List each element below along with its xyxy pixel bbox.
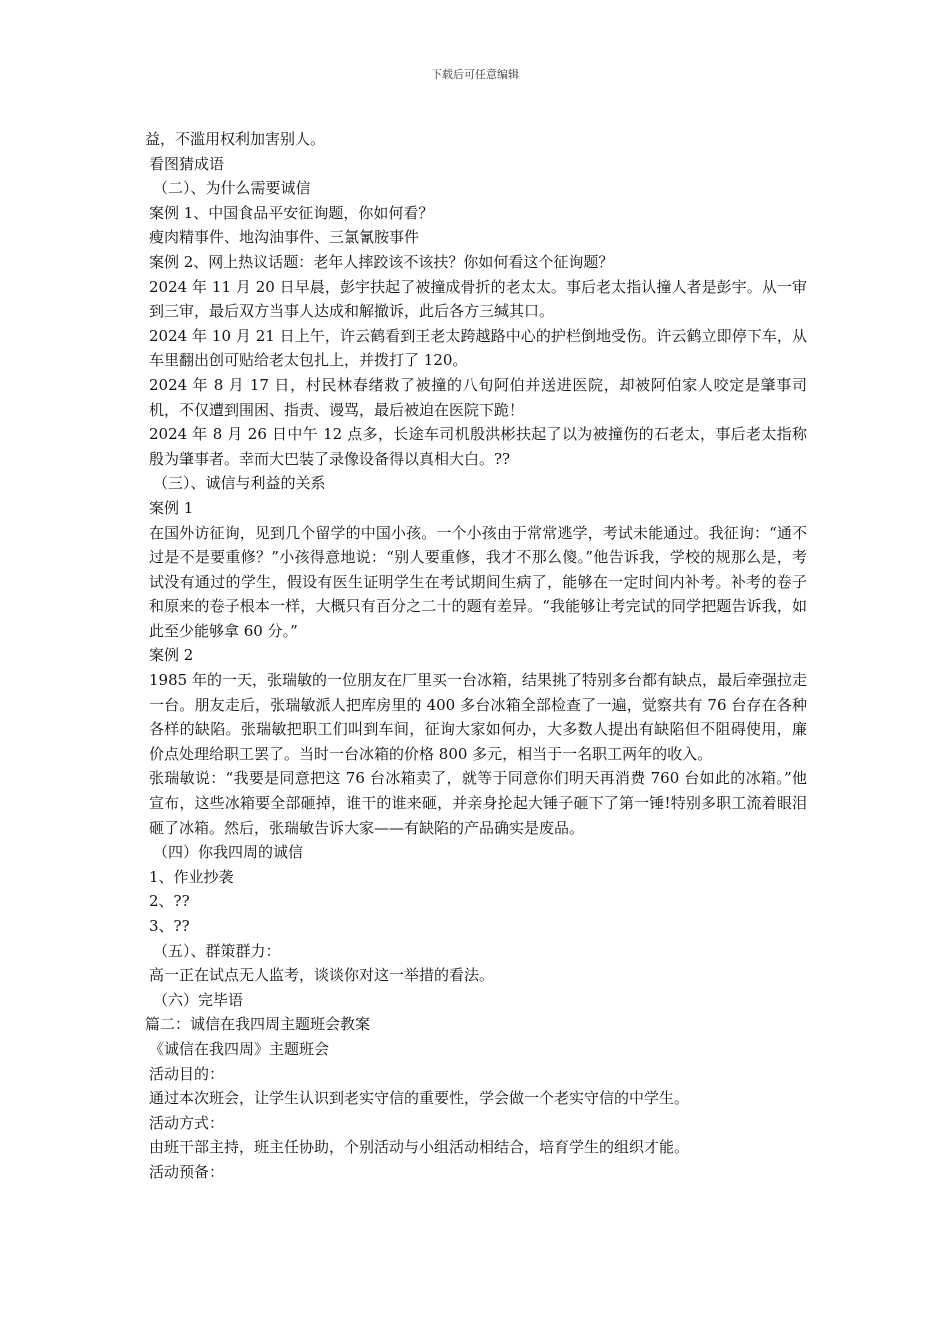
section-heading: 活动预备： xyxy=(149,1162,225,1181)
list-item: 2、?? xyxy=(149,892,190,911)
paragraph: 益，不滥用权利加害别人。 xyxy=(145,130,326,148)
paragraph: 通过本次班会，让学生认识到老实守信的重要性，学会做一个老实守信的中学生。 xyxy=(149,1089,690,1108)
list-item: 1、作业抄袭 xyxy=(149,867,234,886)
paragraph: 2024 年 8 月 26 日中午 12 点多，长途车司机殷洪彬扶起了以为被撞伤的石老太，事后老太指称殷为肇事者。幸而大巴装了录像设备得以真相大白。?? xyxy=(149,425,807,468)
document-title: 《诚信在我四周》主题班会 xyxy=(149,1039,330,1058)
section-heading: （六）完毕语 xyxy=(153,990,244,1009)
section-heading: （二）、为什么需要诚信 xyxy=(153,179,311,198)
paragraph: 1985 年的一天，张瑞敏的一位朋友在厂里买一台冰箱，结果挑了特别多台都有缺点，最后牵强拉走一台。朋友走后，张瑞敏派人把库房里的 400 多台冰箱全部检查了一遍，觉察共有 76 台存在各种各样的缺陷。张瑞敏把职工们叫到车间，征询大家如何办，大多数人提出有缺陷但不阻碍使用，廉价点处理给职工罢了。当时一台冰箱的价格 800 多元，相当于一名职工两年的收入。 xyxy=(149,671,807,763)
chapter-heading: 篇二：诚信在我四周主题班会教案 xyxy=(145,1015,371,1034)
section-heading: 活动目的： xyxy=(149,1064,225,1083)
paragraph: 张瑞敏说：“我要是同意把这 76 台冰箱卖了，就等于同意你们明天再消费 760 台如此的冰箱。”他宣布，这些冰箱要全部砸掉，谁干的谁来砸，并亲身抡起大锤子砸下了第一锤!特别多职工流着眼泪砸了冰箱。然后，张瑞敏告诉大家——有缺陷的产品确实是废品。 xyxy=(149,769,807,837)
paragraph: 在国外访征询，见到几个留学的中国小孩。一个小孩由于常常逃学，考试未能通过。我征询：“通不过是不是要重修？”小孩得意地说：“别人要重修，我才不那么傻。”他告诉我，学校的规那么是，考试没有通过的学生，假设有医生证明学生在考试期间生病了，能够在一定时间内补考。补考的卷子和原来的卷子根本一样，大概只有百分之二十的题有差异。“我能够让考完试的同学把题告诉我，如此至少能够拿 60 分。” xyxy=(149,523,807,640)
section-heading: （三）、诚信与利益的关系 xyxy=(153,474,326,493)
case-heading: 案例 1、中国食品平安征询题，你如何看？ xyxy=(149,203,434,222)
section-heading: （四）你我四周的诚信 xyxy=(153,843,304,862)
document-body xyxy=(145,127,807,1185)
paragraph: 瘦肉精事件、地沟油事件、三氯氰胺事件 xyxy=(149,228,420,247)
case-heading: 案例 2、网上热议话题：老年人摔跤该不该扶？你如何看这个征询题？ xyxy=(149,252,614,271)
section-heading: （五）、群策群力： xyxy=(153,941,281,960)
case-heading: 案例 1 xyxy=(149,498,194,517)
paragraph: 2024 年 11 月 20 日早晨，彭宇扶起了被撞成骨折的老太太。事后老太指认撞人者是彭宇。从一审到三审，最后双方当事人达成和解撤诉，此后各方三缄其口。 xyxy=(149,277,807,321)
paragraph: 2024 年 8 月 17 日，村民林春绪救了被撞的八旬阿伯并送进医院，却被阿伯家人咬定是肇事司机，不仅遭到围困、指责、谩骂，最后被迫在医院下跪！ xyxy=(149,375,807,419)
case-heading: 案例 2 xyxy=(149,646,194,665)
list-item: 3、?? xyxy=(149,917,190,935)
paragraph: 2024 年 10 月 21 日上午，许云鹤看到王老太跨越路中心的护栏倒地受伤。许云鹤立即停下车，从车里翻出创可贴给老太包扎上，并拨打了 120。 xyxy=(149,326,807,370)
paragraph: 由班干部主持，班主任协助，个别活动与小组活动相结合，培育学生的组织才能。 xyxy=(149,1138,690,1157)
section-heading: 活动方式： xyxy=(149,1113,225,1132)
section-heading: 看图猜成语 xyxy=(149,154,225,173)
page-header: 下载后可任意编辑 xyxy=(431,68,519,81)
paragraph: 高一正在试点无人监考，谈谈你对这一举措的看法。 xyxy=(149,966,495,985)
